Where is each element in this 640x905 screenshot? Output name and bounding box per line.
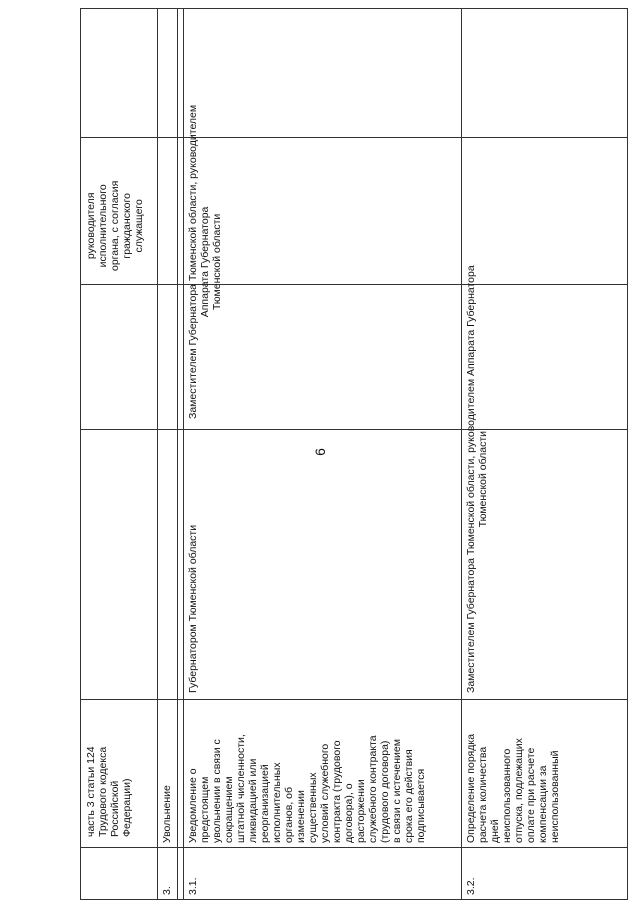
column-divider (81, 699, 627, 700)
row-3-number: 3. (161, 886, 173, 895)
row-3-1-number: 3.1. (187, 877, 199, 895)
column-divider (81, 847, 627, 848)
row-divider (177, 9, 178, 899)
row-3-2-authority: Заместителем Губернатора Тюменской области, руководителем Аппарата Губернатора Тюменской области (465, 265, 489, 693)
row-3-1-authority-governor: Губернатором Тюменской области (187, 524, 199, 693)
document-table (80, 8, 628, 900)
row-3-2-number: 3.2. (465, 877, 477, 895)
row-divider (157, 9, 158, 899)
row-3-title: Увольнение (161, 785, 173, 843)
column-divider (81, 137, 627, 138)
prev-row-col2-text: часть 3 статьи 124 Трудового кодекса Российской Федерации) (85, 746, 133, 837)
row-divider (183, 9, 184, 899)
page-number: 6 (312, 448, 328, 456)
row-3-1-authority-deputy: Заместителем Губернатора Тюменской области, руководителем Аппарата Губернатора Тюменской области (187, 104, 223, 419)
prev-row-col4-text: руководителя исполнительного органа, с согласия гражданского служащего (85, 180, 145, 271)
column-divider (81, 284, 627, 285)
row-3-1-description: Уведомление о предстоящем увольнении в связи с сокращением штатной численности, ликвидацией или реорганизацией исполнительных органов, об изменении существенных условий служебного контракта (трудового договора), о расторжении служебного контракта (трудового договора) в связи с истечением срока его действия подписывается (187, 734, 427, 843)
row-divider (461, 9, 462, 899)
column-divider (81, 429, 627, 430)
row-3-2-description: Определение порядка расчета количества дней неиспользованного отпуска, подлежащих оплате при расчете компенсации за неиспользованный (465, 733, 561, 843)
